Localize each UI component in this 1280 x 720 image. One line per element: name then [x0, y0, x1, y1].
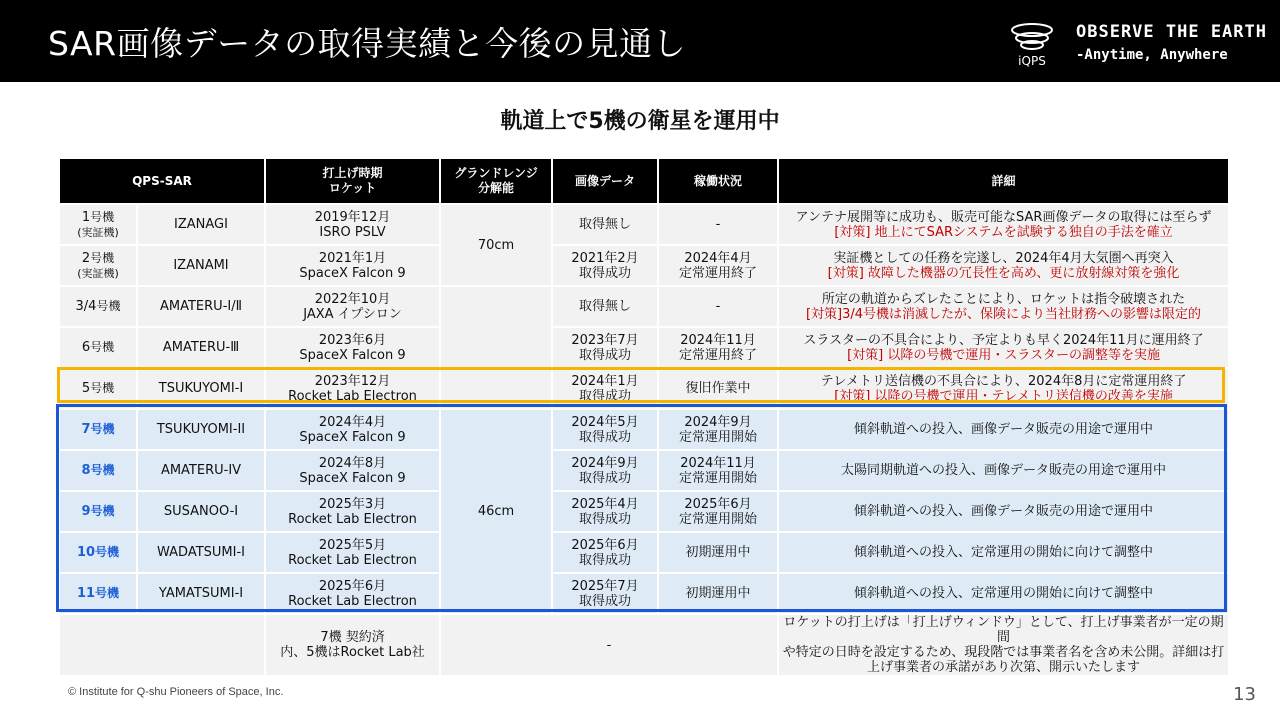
- sat-number: 7号機: [60, 410, 136, 449]
- image-data-cell: 2024年1月 取得成功: [553, 369, 657, 408]
- satellite-table: [58, 157, 1230, 677]
- sat-name: IZANAGI: [138, 205, 264, 244]
- logo-text: iQPS: [1018, 54, 1046, 68]
- resolution-empty: [441, 287, 551, 408]
- table-row: [60, 574, 1228, 613]
- header-detail: 詳細: [779, 159, 1228, 203]
- detail-cell: 所定の軌道からズレたことにより、ロケットは指令破壊された [対策]3/4号機は消滅したが、保険により当社財務への影響は限定的: [779, 287, 1228, 326]
- copyright: © Institute for Q-shu Pioneers of Space, Inc.: [68, 686, 284, 698]
- launch-info: 2025年3月 Rocket Lab Electron: [266, 492, 439, 531]
- image-data-cell: 2021年2月 取得成功: [553, 246, 657, 285]
- sat-name: YAMATSUMI-I: [138, 574, 264, 613]
- sat-name: TSUKUYOMI-II: [138, 410, 264, 449]
- image-data-cell: 取得無し: [553, 287, 657, 326]
- status-cell: -: [659, 287, 777, 326]
- sat-number: 5号機: [60, 369, 136, 408]
- sat-number: 10号機: [60, 533, 136, 572]
- sat-number: 9号機: [60, 492, 136, 531]
- launch-info: 2021年1月 SpaceX Falcon 9: [266, 246, 439, 285]
- table-row: [60, 246, 1228, 285]
- image-data-cell: 取得無し: [553, 205, 657, 244]
- sat-name: TSUKUYOMI-Ⅰ: [138, 369, 264, 408]
- iqps-logo-icon: [1006, 16, 1058, 68]
- table-row: [60, 205, 1228, 244]
- status-cell: 2024年11月 定常運用開始: [659, 451, 777, 490]
- sat-number: 1号機 (実証機): [60, 205, 136, 244]
- sat-name: SUSANOO-I: [138, 492, 264, 531]
- status-cell: 2024年11月 定常運用終了: [659, 328, 777, 367]
- detail-cell: 傾斜軌道への投入、定常運用の開始に向けて調整中: [779, 574, 1228, 613]
- tagline-line2: -Anytime, Anywhere: [1076, 47, 1228, 63]
- launch-info: 2023年6月 SpaceX Falcon 9: [266, 328, 439, 367]
- page-number: 13: [1233, 684, 1256, 705]
- sat-name: AMATERU-IV: [138, 451, 264, 490]
- detail-cell: 傾斜軌道への投入、定常運用の開始に向けて調整中: [779, 533, 1228, 572]
- sat-name: AMATERU-Ⅲ: [138, 328, 264, 367]
- sat-name: WADATSUMI-I: [138, 533, 264, 572]
- resolution-46cm: 46cm: [441, 410, 551, 613]
- sat-number: 3/4号機: [60, 287, 136, 326]
- header-status: 稼働状況: [659, 159, 777, 203]
- detail-cell: 傾斜軌道への投入、画像データ販売の用途で運用中: [779, 492, 1228, 531]
- status-cell: 2024年4月 定常運用終了: [659, 246, 777, 285]
- launch-info: 2023年12月 Rocket Lab Electron: [266, 369, 439, 408]
- page-title: SAR画像データの取得実績と今後の見通し: [48, 24, 687, 63]
- future-dash-cell: -: [441, 615, 777, 675]
- future-empty-cell: [60, 615, 264, 675]
- resolution-70cm: 70cm: [441, 205, 551, 285]
- image-data-cell: 2025年6月 取得成功: [553, 533, 657, 572]
- header-qps-sar: QPS-SAR: [60, 159, 264, 203]
- sat-name: IZANAMI: [138, 246, 264, 285]
- image-data-cell: 2025年4月 取得成功: [553, 492, 657, 531]
- header-launch: 打上げ時期 ロケット: [266, 159, 439, 203]
- detail-cell: スラスターの不具合により、予定よりも早く2024年11月に運用終了 [対策] 以降の号機で運用・スラスターの調整等を実施: [779, 328, 1228, 367]
- status-cell: 2025年6月 定常運用開始: [659, 492, 777, 531]
- status-cell: 2024年9月 定常運用開始: [659, 410, 777, 449]
- sat-name: AMATERU-Ⅰ/Ⅱ: [138, 287, 264, 326]
- table-row: [60, 328, 1228, 367]
- status-cell: -: [659, 205, 777, 244]
- future-launch-info: 7機 契約済 内、5機はRocket Lab社: [266, 615, 439, 675]
- launch-info: 2025年6月 Rocket Lab Electron: [266, 574, 439, 613]
- status-cell: 復旧作業中: [659, 369, 777, 408]
- detail-cell: アンテナ展開等に成功も、販売可能なSAR画像データの取得には至らず [対策] 地上にてSARシステムを試験する独自の手法を確立: [779, 205, 1228, 244]
- status-cell: 初期運用中: [659, 533, 777, 572]
- image-data-cell: 2024年5月 取得成功: [553, 410, 657, 449]
- table-row: [60, 410, 1228, 449]
- launch-info: 2019年12月 ISRO PSLV: [266, 205, 439, 244]
- detail-cell: 実証機としての任務を完遂し、2024年4月大気圏へ再突入 [対策] 故障した機器の冗長性を高め、更に放射線対策を強化: [779, 246, 1228, 285]
- tagline-line1: OBSERVE THE EARTH: [1076, 22, 1267, 42]
- table-row: [60, 287, 1228, 326]
- image-data-cell: 2023年7月 取得成功: [553, 328, 657, 367]
- table-row: [60, 492, 1228, 531]
- detail-cell: 傾斜軌道への投入、画像データ販売の用途で運用中: [779, 410, 1228, 449]
- table-row-future: [60, 615, 1228, 675]
- launch-info: 2025年5月 Rocket Lab Electron: [266, 533, 439, 572]
- future-detail-cell: ロケットの打上げは「打上げウィンドウ」として、打上げ事業者が一定の期間 や特定の日時を設定するため、現段階では事業者名を含め未公開。詳細は打 上げ事業者の承諾があり次第、開示いたします: [779, 615, 1228, 675]
- header-image-data: 画像データ: [553, 159, 657, 203]
- launch-info: 2024年4月 SpaceX Falcon 9: [266, 410, 439, 449]
- status-cell: 初期運用中: [659, 574, 777, 613]
- launch-info: 2024年8月 SpaceX Falcon 9: [266, 451, 439, 490]
- sat-number: 11号機: [60, 574, 136, 613]
- sat-number: 8号機: [60, 451, 136, 490]
- detail-cell: 太陽同期軌道への投入、画像データ販売の用途で運用中: [779, 451, 1228, 490]
- sat-number: 6号機: [60, 328, 136, 367]
- table-row: [60, 451, 1228, 490]
- section-subtitle: 軌道上で5機の衛星を運用中: [500, 109, 780, 134]
- detail-cell: テレメトリ送信機の不具合により、2024年8月に定常運用終了 [対策] 以降の号機で運用・テレメトリ送信機の改善を実施: [779, 369, 1228, 408]
- table-row-highlighted: [60, 369, 1228, 408]
- image-data-cell: 2025年7月 取得成功: [553, 574, 657, 613]
- image-data-cell: 2024年9月 取得成功: [553, 451, 657, 490]
- header-resolution: グランドレンジ 分解能: [441, 159, 551, 203]
- sat-number: 2号機 (実証機): [60, 246, 136, 285]
- table-header-row: [60, 159, 1228, 203]
- table-row: [60, 533, 1228, 572]
- header-bar: [0, 0, 1280, 82]
- launch-info: 2022年10月 JAXA イプシロン: [266, 287, 439, 326]
